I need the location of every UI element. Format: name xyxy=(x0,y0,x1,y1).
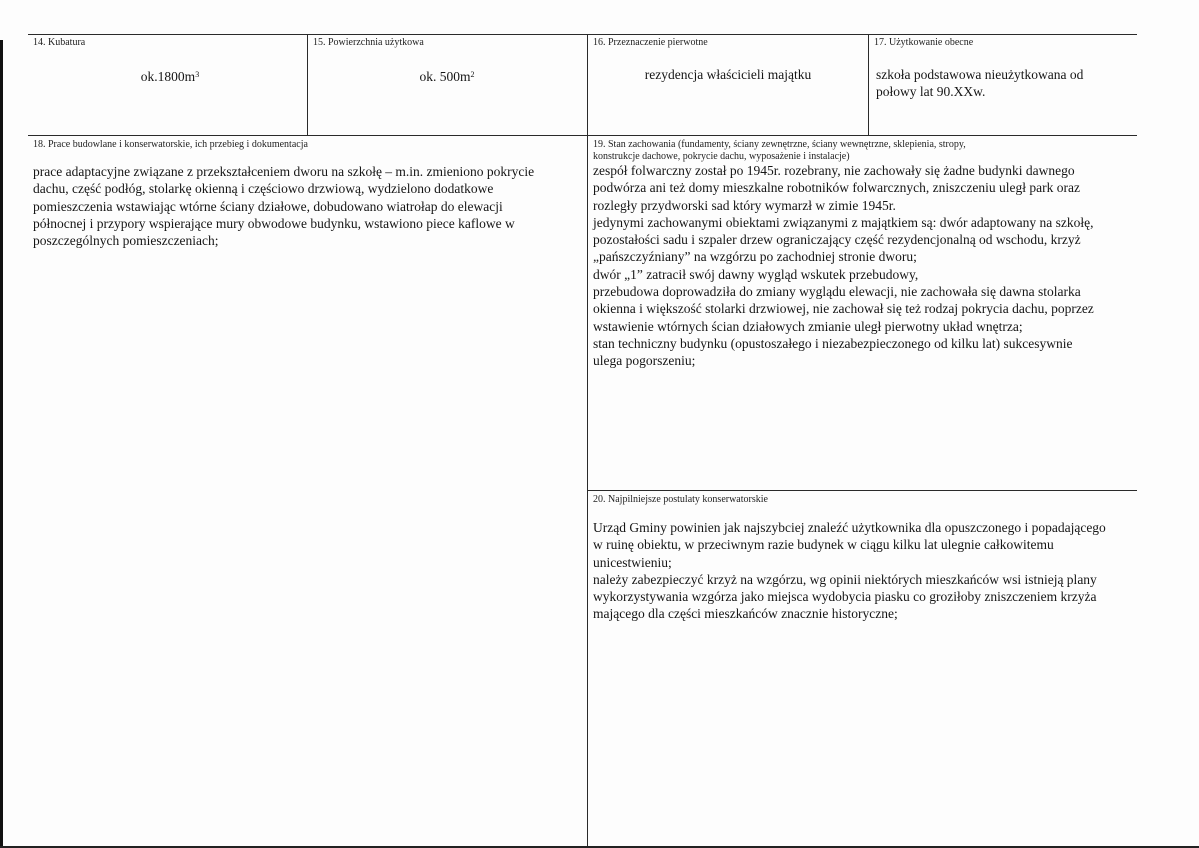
field-15-label: 15. Powierzchnia użytkowa xyxy=(313,37,424,48)
field-17-value: szkoła podstawowa nieużytkowana od połowy lat 90.XXw. xyxy=(876,67,1084,100)
field-16-label: 16. Przeznaczenie pierwotne xyxy=(593,37,708,48)
field-19-label: 19. Stan zachowania (fundamenty, ściany zewnętrzne, ściany wewnętrzne, sklepienia, stropy, konstrukcje dachowe, pokrycie dachu, wyposażenie i instalacje) xyxy=(593,139,966,162)
row-divider-2 xyxy=(587,490,1137,491)
field-14-unit-exponent: 3 xyxy=(195,70,200,79)
field-15-unit-exponent: 2 xyxy=(470,70,475,79)
row-divider-1 xyxy=(28,135,1137,136)
field-15-value xyxy=(312,68,582,85)
field-20-label: 20. Najpilniejsze postulaty konserwatorskie xyxy=(593,494,768,505)
column-divider-3 xyxy=(868,34,869,135)
field-15-value-text: ok. 500m xyxy=(419,69,471,84)
table-top-border xyxy=(28,34,1137,35)
field-19-value: zespół folwarczny został po 1945r. rozebrany, nie zachowały się żadne budynki dawnego podwórza ani też domy mieszkalne robotników folwarcznych, zniszczeniu uległ park oraz rozległy przydworski sad który wymarzł w zimie 1945r. jedynymi zachowanymi obiektami związanymi z majątkiem są: dwór adaptowany na szkołę, pozostałości sadu i szpaler drzew ograniczający część rezydencjonalną od wschodu, krzyż „pańszczyźniany” na wzgórzu po zachodniej stronie dworu; dwór „1” zatracił swój dawny wygląd wskutek przebudowy, przebudowa doprowadziła do zmiany wyglądu elewacji, nie zachowała się dawna stolarka okienna i większość stolarki drzwiowej, nie zachował się też rodzaj pokrycia dachu, poprzez wstawienie wtórnych ścian działowych zmianie uległ pierwotny układ wnętrza; stan techniczny budynku (opustoszałego i niezabezpieczonego od kilku lat) sukcesywnie ulega pogorszeniu; xyxy=(593,163,1094,369)
field-18-label: 18. Prace budowlane i konserwatorskie, ich przebieg i dokumentacja xyxy=(33,139,308,150)
field-14-value xyxy=(40,68,300,85)
field-14-value-text: ok.1800m xyxy=(140,69,196,84)
field-20-value: Urząd Gminy powinien jak najszybciej znaleźć użytkownika dla opuszczonego i popadającego w ruinę obiektu, w przeciwnym razie budynek w ciągu kilku lat ulegnie całkowitemu unicestwieniu; należy zabezpieczyć krzyż na wzgórzu, wg opinii niektórych mieszkańców wsi istnieją plany wykorzystywania wzgórza jako miejsca wydobycia piasku co groziłoby zniszczeniem krzyża mającego dla części mieszkańców znacznie historyczne; xyxy=(593,520,1106,622)
field-16-value: rezydencja właścicieli majątku xyxy=(644,67,812,82)
field-17-label: 17. Użytkowanie obecne xyxy=(874,37,974,48)
column-divider-2 xyxy=(587,34,588,848)
field-14-label: 14. Kubatura xyxy=(33,37,86,48)
field-18-value: prace adaptacyjne związane z przekształceniem dworu na szkołę – m.in. zmieniono pokrycie dachu, część podłóg, stolarkę okienną i częściowo drzwiową, wydzielono dodatkowe pomieszczenia wstawiając wtórne ściany działowe, dobudowano wiatrołap do elewacji północnej i przypory wspierające mury obwodowe budynku, wstawiono piece kaflowe w poszczególnych pomieszczeniach; xyxy=(33,164,535,249)
scan-edge-left xyxy=(0,40,3,848)
column-divider-1 xyxy=(307,34,308,135)
